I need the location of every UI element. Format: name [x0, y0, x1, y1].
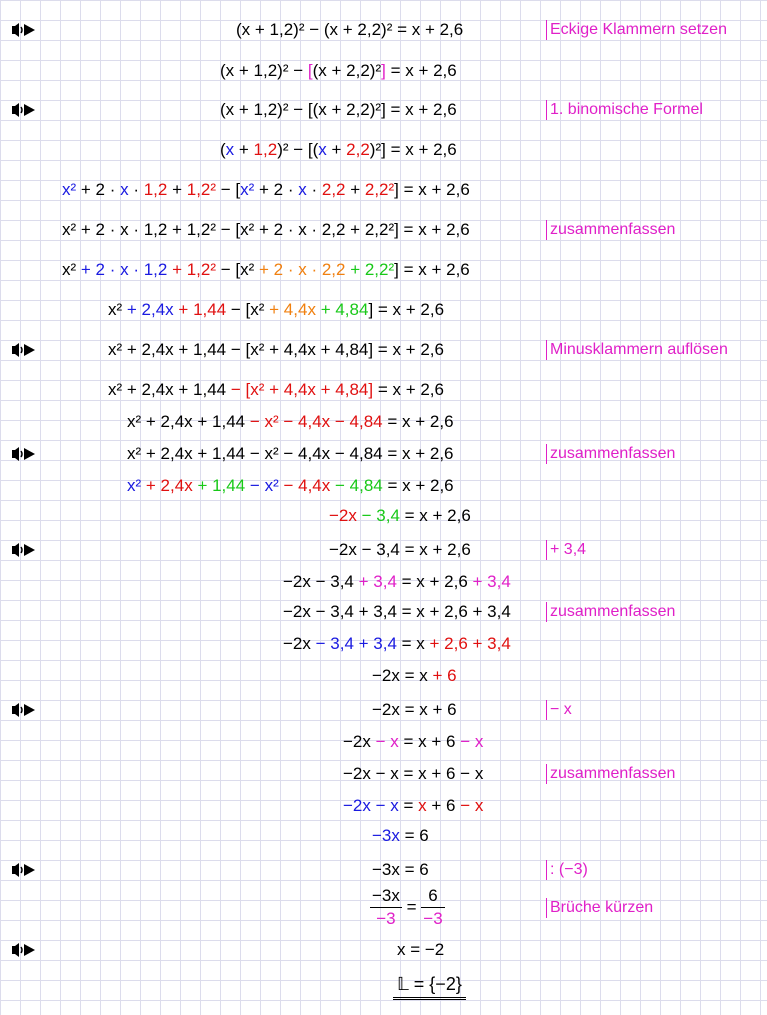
equation: −2x − x = x + 6 − x: [343, 732, 484, 751]
step-note: zusammenfassen: [546, 439, 675, 469]
speaker-arrow-icon[interactable]: [10, 21, 40, 39]
speaker-arrow-icon[interactable]: [10, 541, 40, 559]
equation-row: [0, 629, 767, 659]
equation: $\frac{-3x}{-3}$ = $\frac{6}{-3}$: [372, 886, 443, 928]
speaker-arrow-icon[interactable]: [10, 701, 40, 719]
equation-row: [0, 255, 767, 285]
equation-row: [0, 727, 767, 757]
equation-row: [0, 295, 767, 325]
solution-set: 𝕃 = {−2}: [393, 973, 466, 1000]
equation-row: [0, 791, 767, 821]
equation: −2x − 3,4 = x + 2,6: [329, 540, 471, 559]
equation: −2x = x + 6: [372, 700, 457, 719]
equation-row: [0, 885, 767, 937]
equation-row: [0, 15, 767, 45]
equation: −3x = 6: [372, 826, 429, 845]
equation: x = −2: [397, 940, 445, 959]
equation: −3x = 6: [372, 860, 429, 879]
equation: x² + 2,4x + 1,44 − [x² + 4,4x + 4,84] = x + 2,6: [108, 340, 444, 359]
equation-row: [0, 56, 767, 86]
step-note: zusammenfassen: [546, 759, 675, 789]
step-note: : (−3): [546, 855, 588, 885]
equation: (x + 1,2)² − [(x + 2,2)²] = x + 2,6: [220, 61, 457, 80]
equation-row: [0, 695, 767, 725]
equation-row: [0, 135, 767, 165]
equation-row: [0, 759, 767, 789]
equation: x² + 2 · x · 1,2 + 1,2² − [x² + 2 · x · 2,2 + 2,2²] = x + 2,6: [62, 220, 470, 239]
equation-row: [0, 567, 767, 597]
equation: x² + 2,4x + 1,44 − x² − 4,4x − 4,84 = x + 2,6: [127, 412, 454, 431]
equation: (x + 1,2)² − [(x + 2,2)²] = x + 2,6: [220, 140, 457, 159]
step-note: Brüche kürzen: [546, 893, 653, 923]
speaker-arrow-icon[interactable]: [10, 341, 40, 359]
equation: x² + 2,4x + 1,44 − x² − 4,4x − 4,84 = x + 2,6: [127, 444, 454, 463]
equation: −2x − 3,4 + 3,4 = x + 2,6 + 3,4: [283, 634, 511, 653]
equation-row: [0, 335, 767, 365]
speaker-arrow-icon[interactable]: [10, 101, 40, 119]
equation: (x + 1,2)² − (x + 2,2)² = x + 2,6: [236, 20, 464, 39]
equation-row: [0, 439, 767, 469]
equation-row: [0, 661, 767, 691]
equation: x² + 2,4x + 1,44 − x² − 4,4x − 4,84 = x + 2,6: [127, 476, 454, 495]
equation-row: [0, 855, 767, 885]
equation-row: [0, 471, 767, 501]
speaker-arrow-icon[interactable]: [10, 861, 40, 879]
speaker-arrow-icon[interactable]: [10, 445, 40, 463]
step-note: + 3,4: [546, 535, 586, 565]
equation: (x + 1,2)² − [(x + 2,2)²] = x + 2,6: [220, 100, 457, 119]
equation: x² + 2,4x + 1,44 − [x² + 4,4x + 4,84] = x + 2,6: [108, 380, 444, 399]
equation: −2x − x = x + 6 − x: [343, 796, 484, 815]
step-note: Eckige Klammern setzen: [546, 15, 727, 45]
equation: x² + 2 · x · 1,2 + 1,2² − [x² + 2 · x · 2,2 + 2,2²] = x + 2,6: [62, 180, 470, 199]
step-note: Minusklammern auflösen: [546, 335, 728, 365]
equation: −2x = x + 6: [372, 666, 457, 685]
equation: −2x − 3,4 = x + 2,6: [329, 506, 471, 525]
step-note: zusammenfassen: [546, 215, 675, 245]
step-note: zusammenfassen: [546, 597, 675, 627]
equation-row: [0, 95, 767, 125]
step-note: 1. binomische Formel: [546, 95, 703, 125]
equation: −2x − 3,4 + 3,4 = x + 2,6 + 3,4: [283, 602, 511, 621]
equation-row: [0, 821, 767, 851]
equation-row: [0, 375, 767, 405]
equation-row: [0, 935, 767, 965]
equation-row: [0, 501, 767, 531]
speaker-arrow-icon[interactable]: [10, 941, 40, 959]
equation-row: [0, 407, 767, 437]
equation: −2x − x = x + 6 − x: [343, 764, 484, 783]
equation-row: [0, 215, 767, 245]
equation-row: [0, 597, 767, 627]
equation-row: [0, 175, 767, 205]
equation: x² + 2,4x + 1,44 − [x² + 4,4x + 4,84] = x + 2,6: [108, 300, 445, 319]
equation: −2x − 3,4 + 3,4 = x + 2,6 + 3,4: [283, 572, 511, 591]
equation: x² + 2 · x · 1,2 + 1,2² − [x² + 2 · x · 2,2 + 2,2²] = x + 2,6: [62, 260, 470, 279]
step-note: − x: [546, 695, 572, 725]
equation-row: [0, 535, 767, 565]
